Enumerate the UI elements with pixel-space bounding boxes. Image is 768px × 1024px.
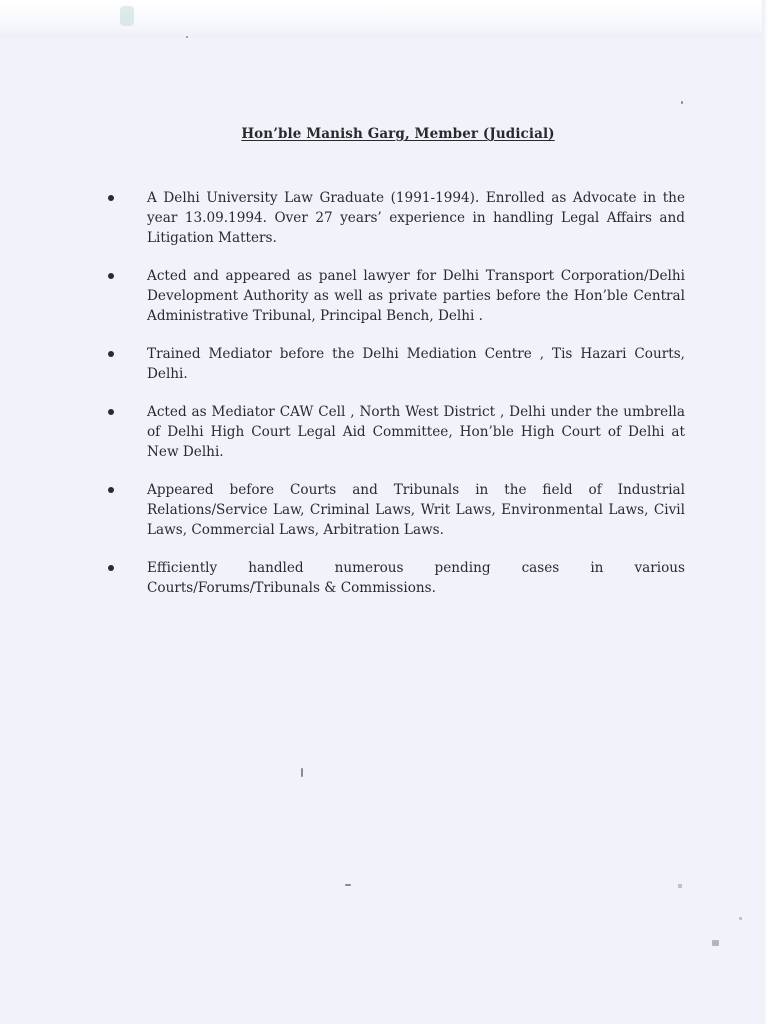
list-item-text: Appeared before Courts and Tribunals in the field of Industrial Relations/Service Law, Criminal Laws, Writ Laws, Environmental Laws, Civil Laws, Commercial Laws, Arbitration Laws.: [147, 482, 685, 538]
list-item: [147, 344, 685, 384]
list-item: [147, 558, 685, 598]
list-item: [147, 402, 685, 462]
list-item-text: A Delhi University Law Graduate (1991-1994). Enrolled as Advocate in the year 13.09.1994. Over 27 years’ experience in handling Legal Affairs and Litigation Matters.: [147, 190, 685, 246]
scan-speck: [345, 884, 351, 886]
scan-speck: [678, 884, 682, 888]
list-item-text: Acted and appeared as panel lawyer for Delhi Transport Corporation/Delhi Development Authority as well as private parties before the Hon’ble Central Administrative Tribunal, Principal Bench, Delhi .: [147, 268, 685, 324]
bullet-icon: [108, 273, 114, 279]
scan-speck: [301, 768, 303, 777]
scan-speck: [712, 940, 719, 946]
document-title: Hon’ble Manish Garg, Member (Judicial): [241, 126, 555, 142]
list-item: [147, 480, 685, 540]
bullet-icon: [108, 351, 114, 357]
scan-speck: [186, 36, 188, 38]
bullet-icon: [108, 195, 114, 201]
bullet-icon: [108, 409, 114, 415]
scan-speck: [681, 101, 683, 104]
list-item-text: Trained Mediator before the Delhi Mediation Centre , Tis Hazari Courts, Delhi.: [147, 346, 685, 382]
scan-speck: [739, 917, 742, 920]
list-item-text: Acted as Mediator CAW Cell , North West District , Delhi under the umbrella of Delhi High Court Legal Aid Committee, Hon’ble High Court of Delhi at New Delhi.: [147, 404, 685, 460]
list-item: [147, 188, 685, 248]
list-item-text: Efficiently handled numerous pending cases in various Courts/Forums/Tribunals & Commissions.: [147, 560, 685, 596]
list-item: [147, 266, 685, 326]
bullet-icon: [108, 487, 114, 493]
bullet-list: [147, 188, 685, 616]
bullet-icon: [108, 565, 114, 571]
